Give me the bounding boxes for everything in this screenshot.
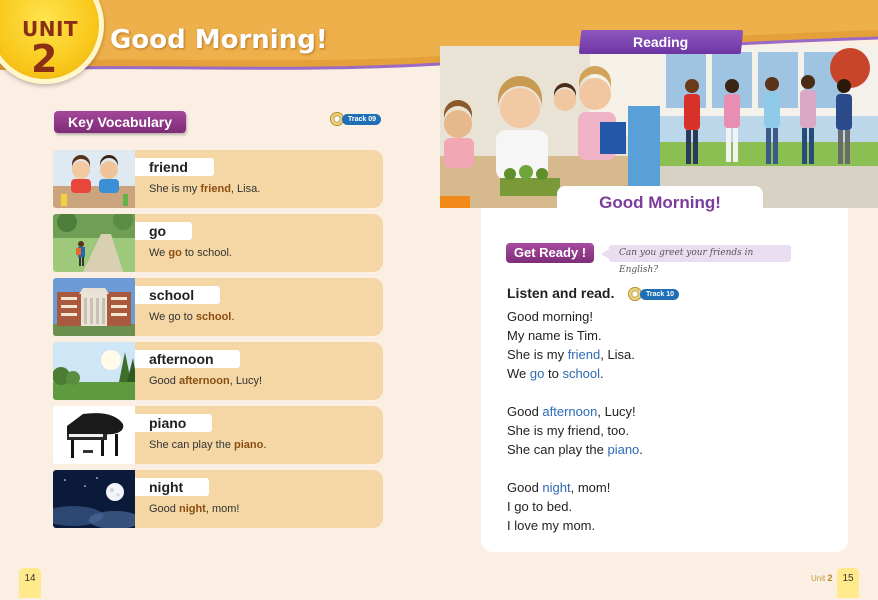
vocab-highlight: go [529, 366, 545, 381]
unit-number: 2 [31, 37, 58, 81]
reading-text-segment: , Lucy! [597, 404, 636, 419]
vocab-highlight: piano [607, 442, 640, 457]
vocab-sentence: Good afternoon, Lucy! [149, 375, 263, 387]
vocab-highlight: friend [567, 347, 601, 362]
reading-text-segment: Good [507, 404, 543, 419]
vocab-highlight: school [562, 366, 601, 381]
reading-line [507, 345, 643, 364]
reading-text-segment: I go to bed. [507, 499, 573, 514]
reading-photo-strip [440, 46, 878, 208]
reading-stanza-gap [507, 383, 643, 402]
grand-piano-image [53, 406, 135, 464]
reading-text-segment: Good morning! [507, 309, 593, 324]
reading-line [507, 402, 643, 421]
reading-text-segment: . [600, 366, 604, 381]
reading-line [507, 307, 643, 326]
vocab-row-afternoon [53, 342, 383, 400]
get-ready-prompt: Can you greet your friends in English? [609, 245, 791, 262]
vocab-card [135, 150, 383, 208]
reading-text-segment: We [507, 366, 530, 381]
listen-and-read-title: Listen and read. [507, 285, 615, 301]
track-10-button[interactable] [628, 287, 679, 301]
reading-stanza-gap [507, 459, 643, 478]
vocab-card [135, 406, 383, 464]
reading-text-segment: She is my friend, too. [507, 423, 630, 438]
reading-title: Good Morning! [557, 186, 763, 220]
reading-text-segment: . [639, 442, 643, 457]
page-title: Good Morning! [110, 25, 328, 55]
reading-text-segment: She can play the [507, 442, 608, 457]
page-number-right: 15 [837, 568, 859, 598]
vocab-sentence: She is my friend, Lisa. [149, 183, 261, 195]
boy-walking-path-image [53, 214, 135, 272]
vocab-word: go [135, 222, 192, 240]
children-coloring-image [53, 150, 135, 208]
reading-tab: Reading [579, 30, 744, 54]
vocab-card [135, 342, 383, 400]
night-moon-image [53, 470, 135, 528]
vocab-word: afternoon [135, 350, 240, 368]
vocab-list [53, 150, 383, 534]
vocab-highlight: night [542, 480, 571, 495]
vocab-sentence: She can play the piano. [149, 439, 267, 451]
vocab-sentence: We go to school. [149, 311, 235, 323]
reading-text-segment: I love my mom. [507, 518, 596, 533]
track-label: Track 10 [640, 289, 679, 300]
reading-text-segment: Good [507, 480, 543, 495]
reading-text-segment: She is my [507, 347, 568, 362]
get-ready-label: Get Ready ! [506, 243, 594, 263]
vocab-card [135, 470, 383, 528]
vocab-card [135, 214, 383, 272]
reading-text-segment: My name is Tim. [507, 328, 602, 343]
school-building-image [53, 278, 135, 336]
reading-text [507, 307, 643, 535]
reading-text-segment: , Lisa. [600, 347, 635, 362]
track-label: Track 09 [342, 114, 381, 125]
vocab-row-friend [53, 150, 383, 208]
reading-line [507, 421, 643, 440]
reading-line [507, 516, 643, 535]
reading-line [507, 326, 643, 345]
vocab-row-school [53, 278, 383, 336]
vocab-sentence: We go to school. [149, 247, 232, 259]
vocab-row-go [53, 214, 383, 272]
vocab-word: night [135, 478, 209, 496]
vocab-card [135, 278, 383, 336]
unit-word: UNIT [22, 17, 79, 41]
page-number-left: 14 [19, 568, 41, 598]
reading-line [507, 497, 643, 516]
vocab-row-piano [53, 406, 383, 464]
key-vocabulary-label: Key Vocabulary [54, 111, 186, 133]
vocab-word: school [135, 286, 220, 304]
unit-footer: Unit 2 [811, 573, 833, 583]
reading-line [507, 440, 643, 459]
reading-text-segment: , mom! [570, 480, 611, 495]
vocab-word: piano [135, 414, 212, 432]
afternoon-park-image [53, 342, 135, 400]
reading-line [507, 478, 643, 497]
vocab-row-night [53, 470, 383, 528]
reading-line [507, 364, 643, 383]
track-09-button[interactable] [330, 112, 381, 126]
vocab-highlight: afternoon [542, 404, 598, 419]
reading-text-segment: to [544, 366, 563, 381]
vocab-sentence: Good night, mom! [149, 503, 240, 515]
vocab-word: friend [135, 158, 214, 176]
